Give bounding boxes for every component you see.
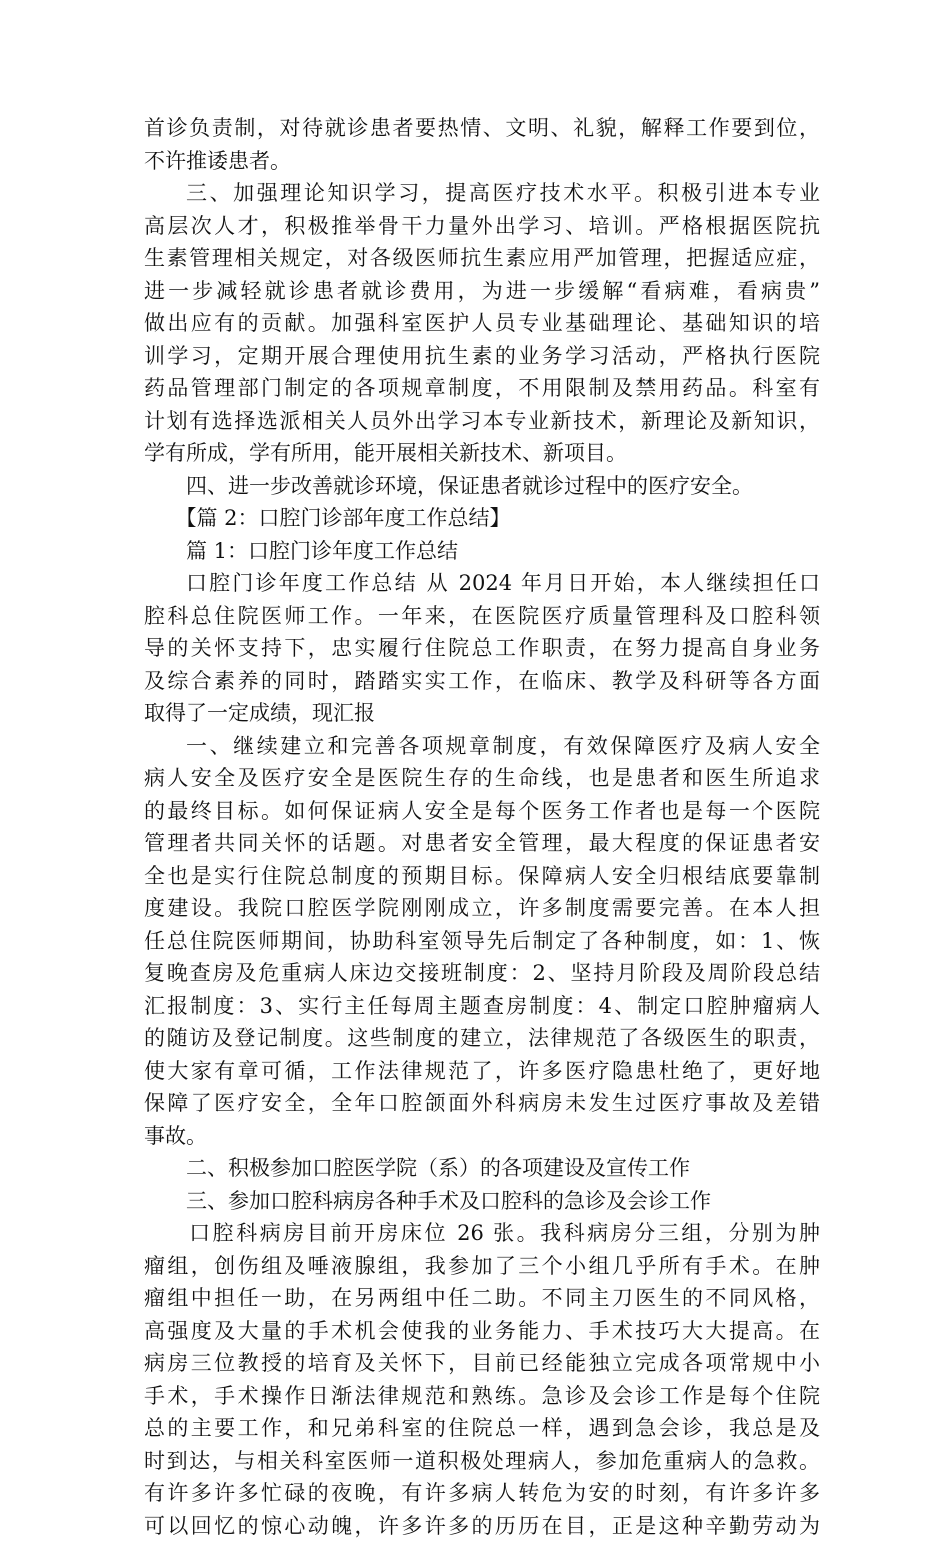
text-line: 四、进一步改善就诊环境，保证患者就诊过程中的医疗安全。	[144, 470, 820, 503]
text-line: 首诊负责制，对待就诊患者要热情、文明、礼貌，解释工作要到位，	[144, 112, 820, 145]
text-line: 药品管理部门制定的各项规章制度，不用限制及禁用药品。科室有	[144, 372, 820, 405]
text-line: 学有所成，学有所用，能开展相关新技术、新项目。	[144, 437, 820, 470]
text-line: 一、继续建立和完善各项规章制度，有效保障医疗及病人安全	[144, 730, 820, 763]
text-line: 口腔门诊年度工作总结 从 2024 年月日开始，本人继续担任口	[144, 567, 820, 600]
text-line: 生素管理相关规定，对各级医师抗生素应用严加管理，把握适应症，	[144, 242, 820, 275]
text-line: 腔科总住院医师工作。一年来，在医院医疗质量管理科及口腔科领	[144, 600, 820, 633]
text-line: 总的主要工作，和兄弟科室的住院总一样，遇到急会诊，我总是及	[144, 1412, 820, 1445]
text-line: 高层次人才，积极推举骨干力量外出学习、培训。严格根据医院抗	[144, 210, 820, 243]
text-line: 训学习，定期开展合理使用抗生素的业务学习活动，严格执行医院	[144, 340, 820, 373]
text-line: 的最终目标。如何保证病人安全是每个医务工作者也是每一个医院	[144, 795, 820, 828]
text-line: 汇报制度：3、实行主任每周主题查房制度：4、制定口腔肿瘤病人	[144, 990, 820, 1023]
text-line: 二、积极参加口腔医学院（系）的各项建设及宣传工作	[144, 1152, 820, 1185]
text-line: 【篇 2：口腔门诊部年度工作总结】	[144, 502, 820, 535]
text-line: 保障了医疗安全，全年口腔颌面外科病房未发生过医疗事故及差错	[144, 1087, 820, 1120]
text-line: 做出应有的贡献。加强科室医护人员专业基础理论、基础知识的培	[144, 307, 820, 340]
text-line: 三、加强理论知识学习，提高医疗技术水平。积极引进本专业	[144, 177, 820, 210]
text-line: 管理者共同关怀的话题。对患者安全管理，最大程度的保证患者安	[144, 827, 820, 860]
text-line: 病房三位教授的培育及关怀下，目前已经能独立完成各项常规中小	[144, 1347, 820, 1380]
text-line: 复晚查房及危重病人床边交接班制度：2、坚持月阶段及周阶段总结	[144, 957, 820, 990]
text-line: 有许多许多忙碌的夜晚，有许多病人转危为安的时刻，有许多许多	[144, 1477, 820, 1510]
text-line: 进一步减轻就诊患者就诊费用，为进一步缓解“看病难，看病贵”	[144, 275, 820, 308]
text-line: 瘤组中担任一助，在另两组中任二助。不同主刀医生的不同风格，	[144, 1282, 820, 1315]
text-line: 可以回忆的惊心动魄，许多许多的历历在目，正是这种辛勤劳动为	[144, 1510, 820, 1542]
text-line: 取得了一定成绩，现汇报	[144, 697, 820, 730]
text-line: 手术，手术操作日渐法律规范和熟练。急诊及会诊工作是每个住院	[144, 1380, 820, 1413]
text-line: 及综合素养的同时，踏踏实实工作，在临床、教学及科研等各方面	[144, 665, 820, 698]
text-line: 计划有选择选派相关人员外出学习本专业新技术，新理论及新知识，	[144, 405, 820, 438]
text-line: 导的关怀支持下，忠实履行住院总工作职责，在努力提高自身业务	[144, 632, 820, 665]
text-line: 高强度及大量的手术机会使我的业务能力、手术技巧大大提高。在	[144, 1315, 820, 1348]
text-line: 三、参加口腔科病房各种手术及口腔科的急诊及会诊工作	[144, 1185, 820, 1218]
text-line: 不许推诿患者。	[144, 145, 820, 178]
text-line: 时到达，与相关科室医师一道积极处理病人，参加危重病人的急救。	[144, 1445, 820, 1478]
document-body	[144, 112, 820, 1542]
text-line: 使大家有章可循，工作法律规范了，许多医疗隐患杜绝了，更好地	[144, 1055, 820, 1088]
text-line: 事故。	[144, 1120, 820, 1153]
text-line: 的随访及登记制度。这些制度的建立，法律规范了各级医生的职责，	[144, 1022, 820, 1055]
text-line: 瘤组，创伤组及唾液腺组，我参加了三个小组几乎所有手术。在肿	[144, 1250, 820, 1283]
text-line: 任总住院医师期间，协助科室领导先后制定了各种制度，如：1、恢	[144, 925, 820, 958]
text-line: 篇 1：口腔门诊年度工作总结	[144, 535, 820, 568]
text-line: 度建设。我院口腔医学院刚刚成立，许多制度需要完善。在本人担	[144, 892, 820, 925]
text-line: 口腔科病房目前开房床位 26 张。我科病房分三组，分别为肿	[144, 1217, 820, 1250]
text-line: 全也是实行住院总制度的预期目标。保障病人安全归根结底要靠制	[144, 860, 820, 893]
text-line: 病人安全及医疗安全是医院生存的生命线，也是患者和医生所追求	[144, 762, 820, 795]
